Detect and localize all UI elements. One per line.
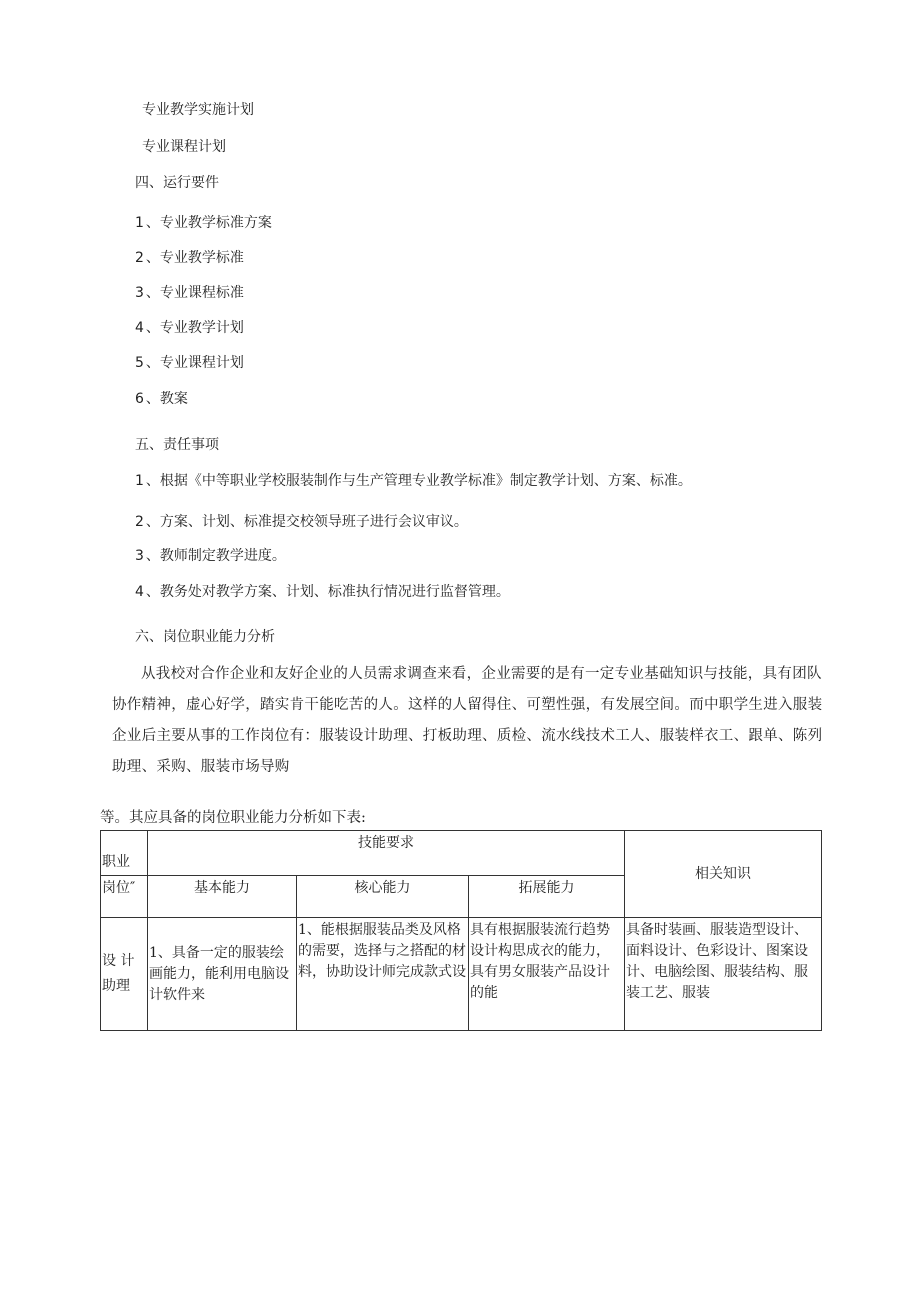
section5-item-1 bbox=[135, 471, 692, 491]
table-row bbox=[101, 918, 822, 1031]
item-number: 3 bbox=[135, 285, 144, 301]
section6-paragraph: 从我校对合作企业和友好企业的人员需求调查来看，企业需要的是有一定专业基础知识与技能，具有团队协作精神，虚心好学，踏实肯干能吃苦的人。这样的人留得住、可塑性强，有发展空间。而中职学生进入服装企业后主要从事的工作岗位有：服装设计助理、打板助理、质检、流水线技术工人、服装样衣工、跟单、陈列助理、采购、服装市场导购 bbox=[112, 666, 823, 775]
header-basic-cell bbox=[148, 876, 297, 918]
item-text: 、专业教学标准方案 bbox=[145, 215, 272, 231]
item-number: 6 bbox=[135, 391, 144, 407]
row-position-cell bbox=[101, 918, 148, 1031]
section5-item-2 bbox=[135, 512, 468, 532]
item-text: 、教师制定教学进度。 bbox=[145, 548, 286, 564]
sub-item-teaching-plan: 专业教学实施计划 bbox=[142, 102, 254, 118]
ability-analysis-table bbox=[100, 830, 822, 1031]
section4-item-1 bbox=[135, 213, 272, 233]
item-text: 、方案、计划、标准提交校领导班子进行会议审议。 bbox=[145, 514, 468, 530]
section4-item-6 bbox=[135, 389, 188, 409]
header-basic: 基本能力 bbox=[194, 880, 250, 896]
section5-item-4 bbox=[135, 582, 510, 602]
header-ext: 拓展能力 bbox=[518, 880, 575, 896]
header-position-cell bbox=[101, 831, 148, 876]
item-number: 3 bbox=[135, 548, 144, 564]
header-core: 核心能力 bbox=[354, 880, 411, 896]
header-position-line2: 岗位″ bbox=[102, 880, 136, 896]
row-position-line1: 设 计 bbox=[102, 953, 135, 969]
item-text: 、根据《中等职业学校服装制作与生产管理专业教学标准》制定教学计划、方案、标准。 bbox=[145, 473, 692, 489]
row-core-cell bbox=[297, 918, 469, 1031]
section6-heading: 六、岗位职业能力分析 bbox=[135, 629, 275, 645]
row-knowledge-cell bbox=[625, 918, 822, 1031]
header-position-line1: 职业 bbox=[102, 854, 130, 870]
row-ext-cell bbox=[469, 918, 625, 1031]
item-text: 、专业教学计划 bbox=[145, 320, 244, 336]
row-basic: 1、具备一定的服装绘画能力，能利用电脑设计软件来 bbox=[149, 944, 289, 1003]
item-text: 、专业教学标准 bbox=[145, 250, 244, 266]
item-text: 、专业课程计划 bbox=[145, 355, 244, 371]
row-ext: 具有根据服装流行趋势设计构思成衣的能力，具有男女服装产品设计的能 bbox=[470, 922, 610, 1001]
sub-item-course-plan: 专业课程计划 bbox=[142, 139, 226, 155]
header-ext-cell bbox=[469, 876, 625, 918]
header-position-cell-2 bbox=[101, 876, 148, 918]
section4-item-5 bbox=[135, 353, 244, 373]
header-skills-cell bbox=[148, 831, 625, 876]
item-number: 1 bbox=[135, 215, 144, 231]
item-number: 1 bbox=[135, 473, 144, 489]
header-core-cell bbox=[297, 876, 469, 918]
section4-item-3 bbox=[135, 283, 244, 303]
row-core: 1、能根据服装品类及风格的需要，选择与之搭配的材料，协助设计师完成款式设 bbox=[298, 922, 466, 980]
header-knowledge: 相关知识 bbox=[695, 865, 752, 882]
section5-item-3 bbox=[135, 546, 286, 566]
item-number: 4 bbox=[135, 584, 144, 600]
item-number: 2 bbox=[135, 250, 144, 266]
section4-item-4 bbox=[135, 318, 244, 338]
table-intro: 等。其应具备的岗位职业能力分析如下表: bbox=[100, 810, 366, 826]
item-text: 、教务处对教学方案、计划、标准执行情况进行监督管理。 bbox=[145, 584, 510, 600]
item-number: 4 bbox=[135, 320, 144, 336]
item-number: 5 bbox=[135, 355, 144, 371]
section5-heading: 五、责任事项 bbox=[135, 437, 219, 453]
section4-heading: 四、运行要件 bbox=[135, 175, 219, 191]
item-text: 、专业课程标准 bbox=[145, 285, 244, 301]
header-knowledge-cell bbox=[625, 831, 822, 918]
section4-item-2 bbox=[135, 248, 244, 268]
row-basic-cell bbox=[148, 918, 297, 1031]
item-text: 、教案 bbox=[145, 391, 188, 407]
row-knowledge: 具备时装画、服装造型设计、面料设计、色彩设计、图案设计、电脑绘图、服装结构、服装工艺、服装 bbox=[626, 922, 809, 1001]
row-position-line2: 助理 bbox=[102, 978, 130, 994]
item-number: 2 bbox=[135, 514, 144, 530]
header-skills: 技能要求 bbox=[358, 835, 415, 851]
